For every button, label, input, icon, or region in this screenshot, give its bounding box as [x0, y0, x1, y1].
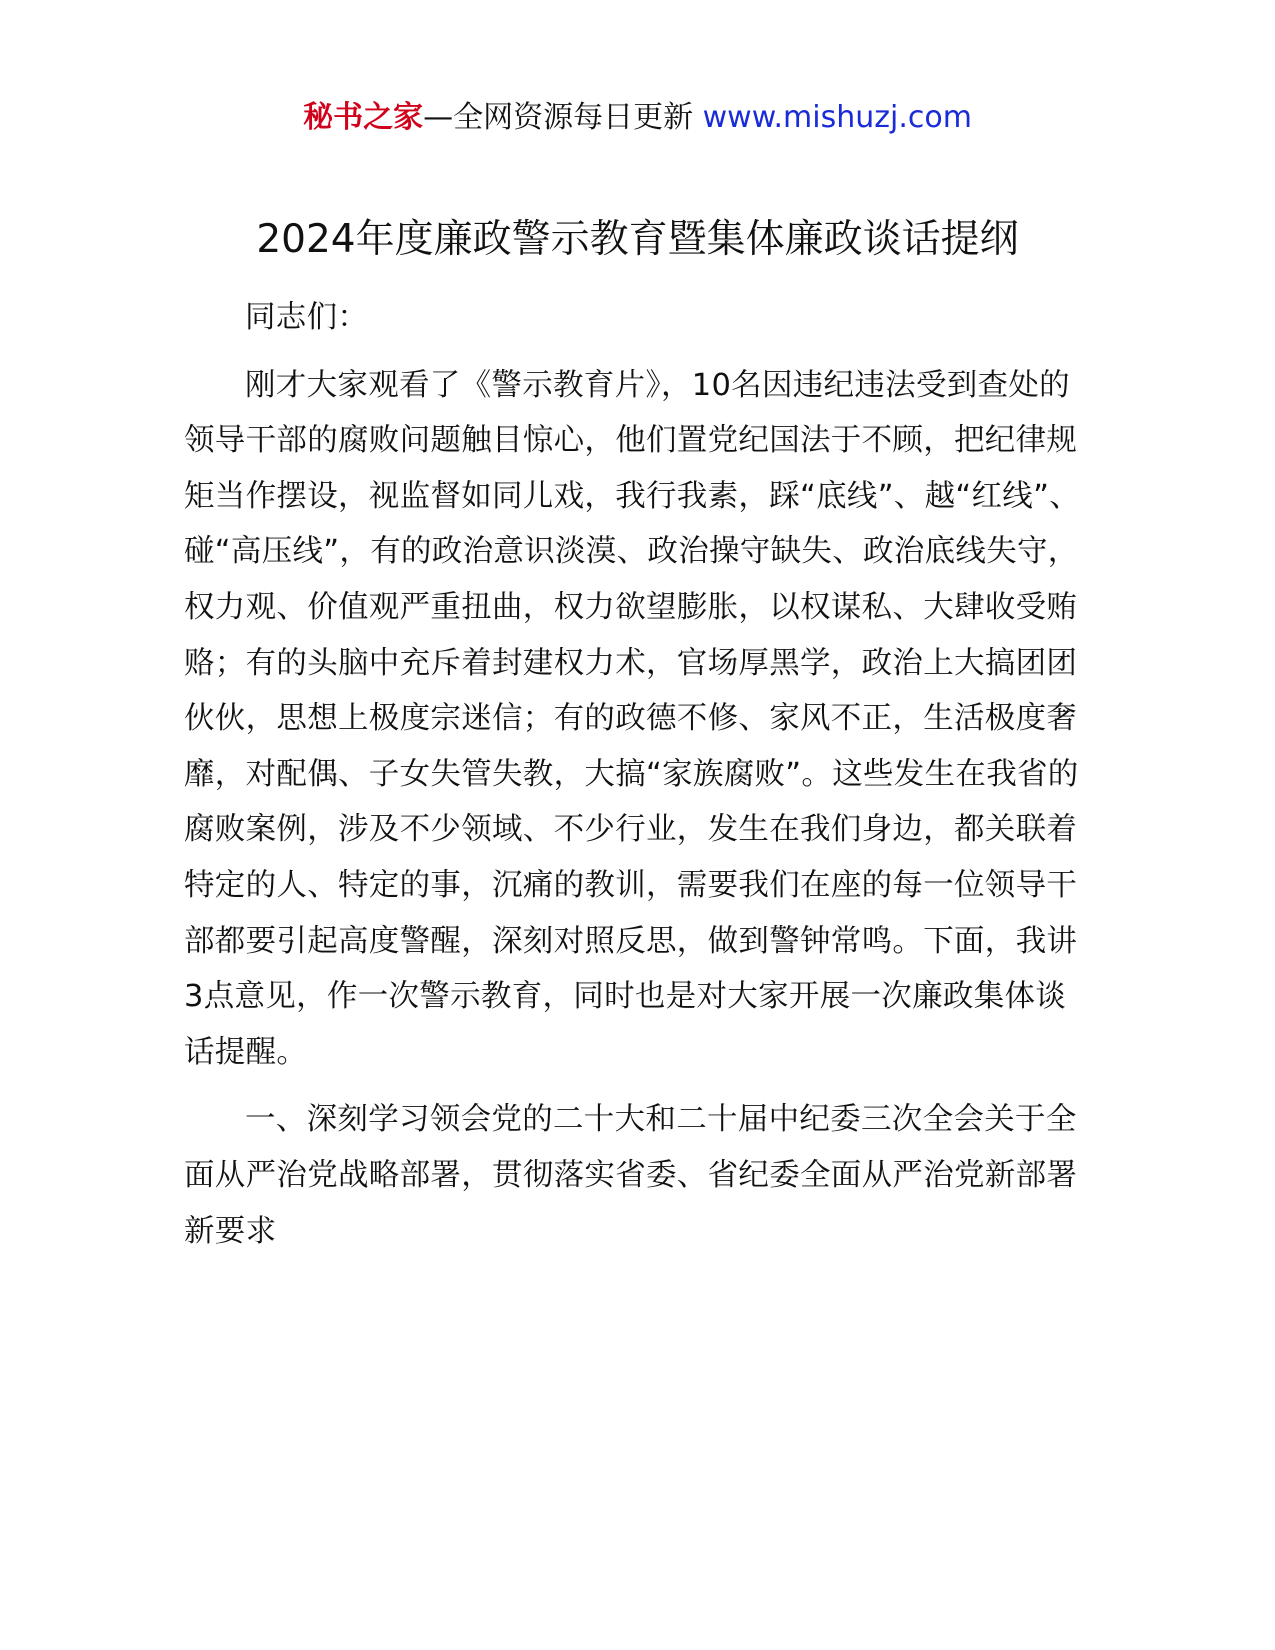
paragraph-intro: 刚才大家观看了《警示教育片》，10名因违纪违法受到查处的领导干部的腐败问题触目惊心，他们置党纪国法于不顾，把纪律规矩当作摆设，视监督如同儿戏，我行我素，踩“底线”、越“红线”、碰“高压线”，有的政治意识淡漠、政治操守缺失、政治底线失守，权力观、价值观严重扭曲，权力欲望膨胀，以权谋私、大肆收受贿赂；有的头脑中充斥着封建权力术，官场厚黑学，政治上大搞团团伙伙，思想上极度宗迷信；有的政德不修、家风不正，生活极度奢靡，对配偶、子女失管失教，大搞“家族腐败”。这些发生在我省的腐败案例，涉及不少领域、不少行业，发生在我们身边，都关联着特定的人、特定的事，沉痛的教训，需要我们在座的每一位领导干部都要引起高度警醒，深刻对照反思，做到警钟常鸣。下面，我讲3点意见，作一次警示教育，同时也是对大家开展一次廉政集体谈话提醒。: [184, 367, 1081, 1070]
section-heading-1: 一、深刻学习领会党的二十大和二十届中纪委三次全会关于全面从严治党战略部署，贯彻落实省委、省纪委全面从严治党新部署新要求: [184, 1102, 1078, 1249]
site-brand: 秘书之家: [303, 100, 424, 135]
salutation: 同志们：: [245, 300, 369, 335]
document-title: 2024年度廉政警示教育暨集体廉政谈话提纲: [256, 217, 1019, 262]
site-slogan: —全网资源每日更新: [423, 100, 694, 135]
document-body: [184, 290, 1084, 1271]
site-url-link[interactable]: www.mishuzj.com: [702, 100, 972, 135]
site-header: [0, 96, 1275, 140]
